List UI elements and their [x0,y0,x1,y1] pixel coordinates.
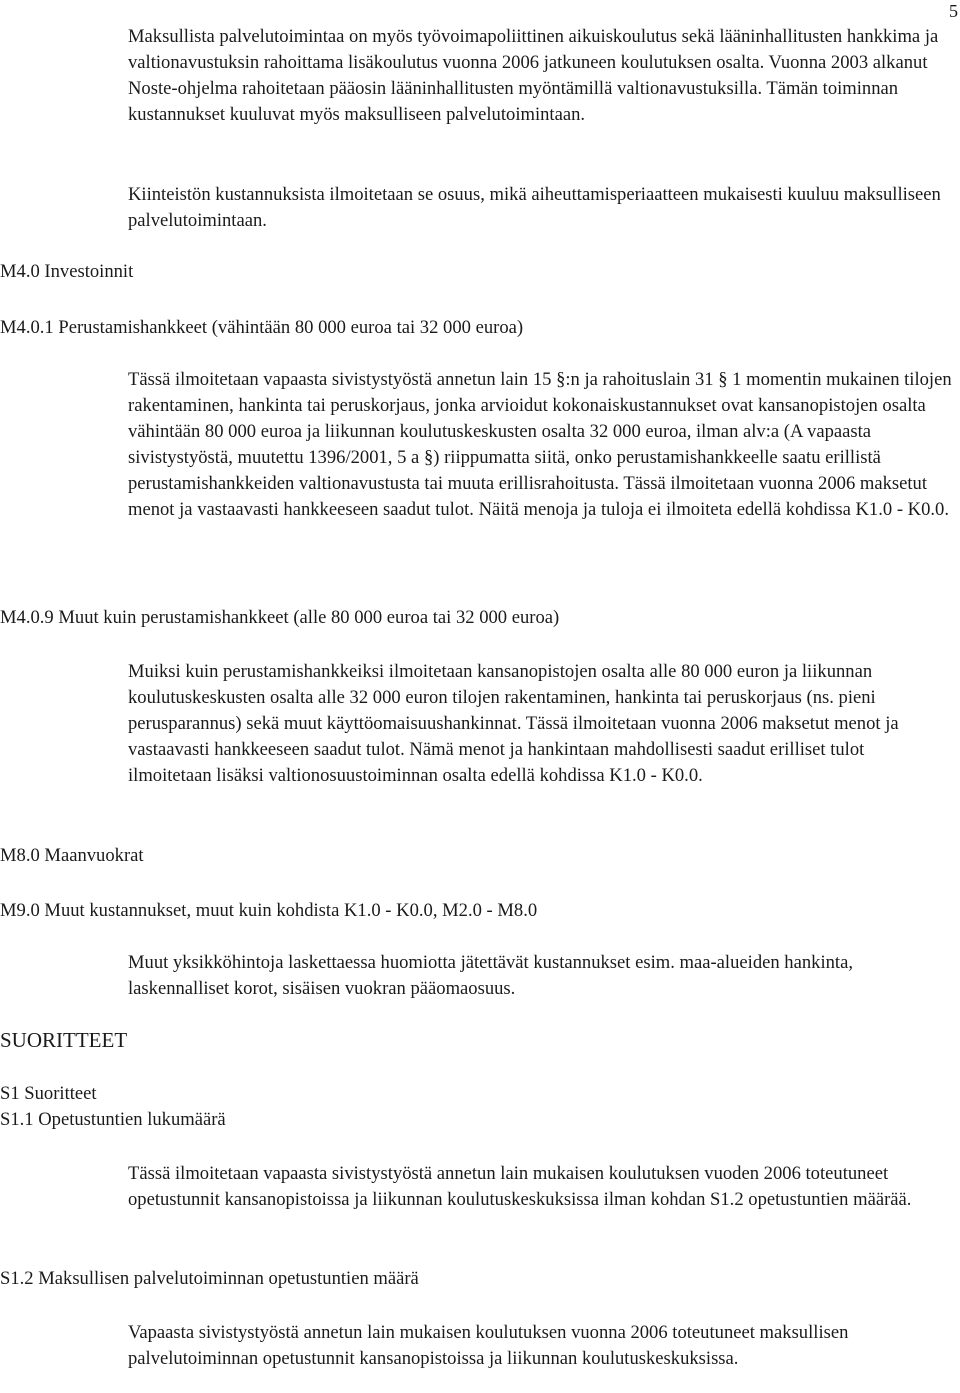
heading-m4-0-1-perustamishankkeet: M4.0.1 Perustamishankkeet (vähintään 80 000 euroa tai 32 000 euroa) [0,317,524,338]
heading-s1-2-maksullisen-palvelutoiminnan-opetustunnit: S1.2 Maksullisen palvelutoiminnan opetustuntien määrä [0,1268,419,1289]
paragraph-muut-investoinnit: Muiksi kuin perustamishankkeiksi ilmoitetaan kansanopistojen osalta alle 80 000 euron ja liikunnan koulutuskeskusten osalta alle 32 000 euron tilojen rakentaminen, hankinta tai peruskorjaus (ns. pieni perusparannus) sekä muut käyttöomaisuushankinnat. Tässä ilmoitetaan vuonna 2006 maksetut menot ja vastaavasti hankkeeseen saadut tulot. Nämä menot ja hankintaan mahdollisesti saadut erilliset tulot ilmoitetaan lisäksi valtionosuustoiminnan osalta edellä kohdissa K1.0 - K0.0. [128,661,899,786]
page-number: 5 [949,1,958,21]
paragraph-perustamishankkeet: Tässä ilmoitetaan vapaasta sivistystyöstä annetun lain 15 §:n ja rahoituslain 31 § 1 momentin mukainen tilojen rakentaminen, hankinta tai peruskorjaus, jonka arvioidut kokonaiskustannukset ovat kansanopistojen osalta vähintään 80 000 euroa ja liikunnan koulutuskeskusten osalta 32 000 euroa, ilman alv:a (A vapaasta sivistystyöstä, muutettu 1396/2001, 5 a §) riippumatta siitä, onko perustamishankkeelle saatu erillistä perustamishankkeiden valtionavustusta tai muuta erillisrahoitusta. Tässä ilmoitetaan vuonna 2006 maksetut menot ja vastaavasti hankkeeseen saadut tulot. Näitä menoja ja tuloja ei ilmoiteta edellä kohdissa K1.0 - K0.0. [128,369,952,520]
heading-s1-suoritteet: S1 Suoritteet [0,1083,97,1104]
paragraph-maksullinen-opetustunnit: Vapaasta sivistystyöstä annetun lain mukaisen koulutuksen vuonna 2006 toteutuneet maksullisen palvelutoiminnan opetustunnit kansanopistoissa ja liikunnan koulutuskeskuksissa. [128,1322,849,1369]
paragraph-opetustunnit: Tässä ilmoitetaan vapaasta sivistystyöstä annetun lain mukaisen koulutuksen vuoden 2006 toteutuneet opetustunnit kansanopistoissa ja liikunnan koulutuskeskuksissa ilman kohdan S1.2 opetustuntien määrää. [128,1163,912,1210]
heading-s1-1-opetustuntien-lukumaara: S1.1 Opetustuntien lukumäärä [0,1109,226,1130]
paragraph-muut-kustannukset: Muut yksikköhintoja laskettaessa huomiotta jätettävät kustannukset esim. maa-alueiden hankinta, laskennalliset korot, sisäisen vuokran pääomaosuus. [128,952,853,999]
heading-m4-0-investoinnit: M4.0 Investoinnit [0,261,134,282]
paragraph-maksullinen-palvelutoiminta: Maksullista palvelutoimintaa on myös työvoimapoliittinen aikuiskoulutus sekä lääninhallitusten hankkima ja valtionavustuksin rahoittama lisäkoulutus vuonna 2006 jatkuneen koulutuksen osalta. Vuonna 2003 alkanut Noste-ohjelma rahoitetaan pääosin lääninhallitusten myöntämillä valtionavustuksilla. Tämän toiminnan kustannukset kuuluvat myös maksulliseen palvelutoimintaan. [128,26,939,125]
heading-m4-0-9-muut-kuin-perustamishankkeet: M4.0.9 Muut kuin perustamishankkeet (alle 80 000 euroa tai 32 000 euroa) [0,607,560,628]
heading-m8-0-maanvuokrat: M8.0 Maanvuokrat [0,845,144,866]
heading-suoritteet: SUORITTEET [0,1028,128,1052]
paragraph-kiinteiston-kustannukset: Kiinteistön kustannuksista ilmoitetaan se osuus, mikä aiheuttamisperiaatteen mukaisesti kuuluu maksulliseen palvelutoimintaan. [128,184,941,231]
heading-m9-0-muut-kustannukset: M9.0 Muut kustannukset, muut kuin kohdista K1.0 - K0.0, M2.0 - M8.0 [0,900,538,921]
